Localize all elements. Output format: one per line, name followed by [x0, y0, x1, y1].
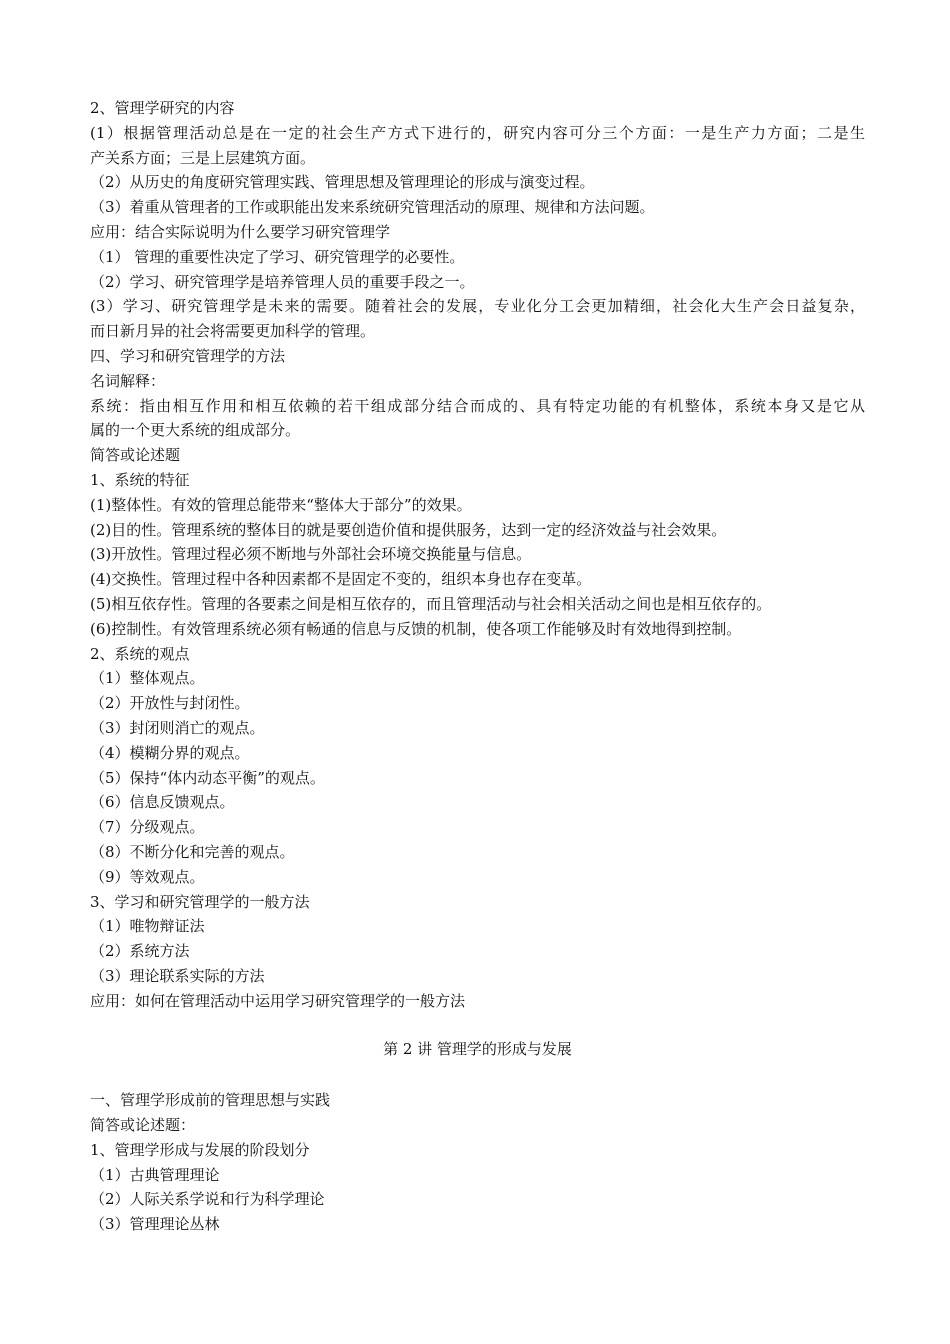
text-line: 应用：结合实际说明为什么要学习研究管理学 — [90, 222, 391, 241]
text-line: (1）根据管理活动总是在一定的社会生产方式下进行的，研究内容可分三个方面：一是生产力方面；二是生 — [90, 123, 865, 142]
text-line: （1）整体观点。 — [90, 669, 205, 688]
text-line: （7）分级观点。 — [90, 818, 205, 837]
text-line: （3）管理理论丛林 — [90, 1215, 220, 1234]
text-line: 2、管理学研究的内容 — [90, 99, 235, 117]
text-line: （1） 管理的重要性决定了学习、研究管理学的必要性。 — [90, 247, 465, 266]
text-line: （1）古典管理理论 — [90, 1165, 220, 1184]
text-line: (4)交换性。管理过程中各种因素都不是固定不变的，组织本身也存在变革。 — [90, 570, 592, 589]
text-line: (6)控制性。有效管理系统必须有畅通的信息与反馈的机制，使各项工作能够及时有效地得到控制。 — [90, 619, 742, 638]
text-line: （8）不断分化和完善的观点。 — [90, 842, 295, 861]
text-line: （3）理论联系实际的方法 — [90, 966, 265, 985]
text-line: 简答或论述题： — [90, 1116, 196, 1135]
text-line: 1、管理学形成与发展的阶段划分 — [90, 1140, 310, 1159]
text-line: （2）开放性与封闭性。 — [90, 694, 250, 713]
text-line: （1）唯物辩证法 — [90, 917, 205, 936]
text-line: 2、系统的观点 — [90, 644, 190, 663]
text-line: 属的一个更大系统的组成部分。 — [90, 421, 301, 440]
text-line: (3)开放性。管理过程必须不断地与外部社会环境交换能量与信息。 — [90, 545, 532, 564]
text-line: (1)整体性。有效的管理总能带来“整体大于部分”的效果。 — [90, 495, 472, 514]
text-line: 而日新月异的社会将需要更加科学的管理。 — [90, 322, 376, 341]
text-line: 1、系统的特征 — [90, 470, 190, 489]
text-line: 应用：如何在管理活动中运用学习研究管理学的一般方法 — [90, 991, 466, 1010]
text-line: 一、管理学形成前的管理思想与实践 — [90, 1091, 331, 1110]
text-line: （2）人际关系学说和行为科学理论 — [90, 1190, 325, 1209]
text-line: （2）学习、研究管理学是培养管理人员的重要手段之一。 — [90, 272, 475, 291]
text-line: 名词解释： — [90, 371, 166, 390]
text-line: （3）封闭则消亡的观点。 — [90, 718, 265, 737]
text-line: (5)相互依存性。管理的各要素之间是相互依存的，而且管理活动与社会相关活动之间也是相互依存的。 — [90, 594, 772, 613]
spacer — [90, 1062, 865, 1088]
text-line: (2)目的性。管理系统的整体目的就是要创造价值和提供服务，达到一定的经济效益与社会效果。 — [90, 520, 727, 539]
spacer — [90, 1013, 865, 1037]
text-line: 系统：指由相互作用和相互依赖的若干组成部分结合而成的、具有特定功能的有机整体，系统本身又是它从 — [90, 396, 865, 415]
section-management-history — [90, 1088, 865, 1237]
text-line: （4）模糊分界的观点。 — [90, 743, 250, 762]
text-line: （5）保持“体内动态平衡”的观点。 — [90, 768, 325, 787]
text-line: （2）从历史的角度研究管理实践、管理思想及管理理论的形成与演变过程。 — [90, 173, 595, 192]
text-line: 产关系方面；三是上层建筑方面。 — [90, 148, 316, 167]
text-line: （6）信息反馈观点。 — [90, 793, 235, 812]
text-line: （2）系统方法 — [90, 942, 190, 961]
text-line: 3、学习和研究管理学的一般方法 — [90, 892, 310, 911]
lecture-heading: 第 2 讲 管理学的形成与发展 — [383, 1040, 572, 1059]
text-line: 简答或论述题 — [90, 446, 181, 465]
document-page — [90, 96, 865, 1237]
text-line: 四、学习和研究管理学的方法 — [90, 346, 286, 365]
text-line: (3）学习、研究管理学是未来的需要。随着社会的发展，专业化分工会更加精细，社会化大生产会日益复杂， — [90, 297, 865, 316]
section-management-methods — [90, 96, 865, 1013]
text-line: （3）着重从管理者的工作或职能出发来系统研究管理活动的原理、规律和方法问题。 — [90, 198, 655, 217]
text-line: （9）等效观点。 — [90, 867, 205, 886]
